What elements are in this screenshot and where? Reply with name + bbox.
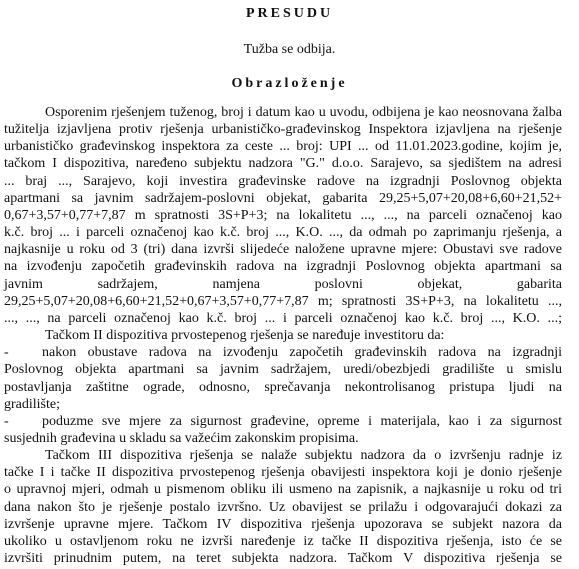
body-line: Tačkom II dispozitiva prvostepenog rješenja se naređuje investitoru da: xyxy=(45,328,445,344)
document-title: PRESUDU xyxy=(245,6,334,21)
body-line: izvršiti prinudnim putem, na teret subjekta nadzora. Tačkom V dispozitiva rješenja se xyxy=(4,551,562,567)
body-line: urbanističko građevinskog inspektora za ceste ... broj: UPI ... od 11.01.2023.godine, kojim je, xyxy=(4,139,562,155)
body-line: apartmani sa javnim sadržajem-poslovni objekat, gabarita 29,25+5,07+20,08+6,60+21,52+ xyxy=(4,190,562,206)
body-line: 0,67+3,57+0,77+7,87 m spratnosti 3S+P+3; na lokalitetu ..., ..., na parceli označenoj kao xyxy=(4,207,562,223)
body-line: ukoliko u ostavljenom roku ne izvrši naređenje iz tačke II dispozitiva rješenja, isto će se xyxy=(4,533,562,549)
bullet-line xyxy=(4,344,562,361)
body-line: najkasnije u roku od 3 (tri) dana izvrši slijedeće naložene upravne mjere: Obustavi sve radove xyxy=(4,242,562,258)
bullet-line xyxy=(4,413,562,430)
body-line: javnim sadržajem, namjena poslovni objekat, gabarita xyxy=(4,276,562,292)
verdict-text: Tužba se odbija. xyxy=(243,42,336,57)
body-line: Poslovnog objekta apartmani sa javnim sadržajem, uredi/obezbjedi gradilište u smislu xyxy=(4,362,562,378)
body-line: tužitelja izjavljena protiv rješenja urbanističko-građevinskog Inspektora izjavljena na rješenje xyxy=(4,122,562,138)
body-line: ... braj ..., Sarajevo, koji investira građevinske radove na izgradnji Poslovnog objekta xyxy=(4,173,562,189)
body-line: dana nakon što je rješenje postalo izvršno. Uz obavijest se prilažu i odgovarajući dokazi za xyxy=(4,499,562,515)
section-heading: Obrazloženje xyxy=(231,76,348,91)
body-line: ..., ..., na parceli označenoj kao k.č. broj ... i parceli označenoj kao k.č. broj ..., K.O. ...; xyxy=(4,310,562,326)
bullet-marker: - xyxy=(4,345,9,361)
body-line: k.č. broj ... i parceli označenoj kao k.č. broj ..., K.O. ..., da odmah po zaprimanju rješenja, a xyxy=(4,225,562,241)
document-body xyxy=(4,104,562,567)
body-line: gradilište; xyxy=(4,396,60,412)
body-line: Tačkom III dispozitiva rješenja se nalaže subjektu nadzora da o izvršenju radnje iz xyxy=(45,448,562,464)
bullet-text: poduzme sve mjere za sigurnost građevine, opreme i materijala, kao i za sigurnost xyxy=(42,413,562,429)
body-line: Osporenim rješenjem tuženog, broj i datum kao u uvodu, odbijena je kao neosnovana žalba xyxy=(45,105,562,120)
body-line: 29,25+5,07+20,08+6,60+21,52+0,67+3,57+0,77+7,87 m; spratnosti 3S+P+3, na lokalitetu ..., xyxy=(4,293,562,309)
body-line: tačkom I dispozitiva, naređeno subjektu nadzora "G." d.o.o. Sarajevo, sa sjedištem na adresi xyxy=(4,156,562,172)
body-line: o upravnoj mjeri, odmah u pismenom obliku ili usmeno na zapisnik, a najkasnije u roku od tri xyxy=(4,482,562,498)
body-line: izvršenje upravne mjere. Tačkom IV dispozitiva rješenja upozorava se subjekt nazora da xyxy=(4,516,562,532)
bullet-marker: - xyxy=(4,413,9,429)
body-line: susjednih građevina u skladu sa važećim zakonskim propisima. xyxy=(4,430,359,446)
body-line: postavljanja zaštitne ograde, odnosno, sprečavanja nekontrolisanog pristupa ljudi na xyxy=(4,379,562,395)
bullet-text: nakon obustave radova na izvođenju započetih građevinskih radova na izgradnji xyxy=(42,345,562,361)
body-line: tačke I i tačke II dispozitiva prvostepenog rješenja obavijesti inspektora koji je donio rješenje xyxy=(4,465,562,481)
body-line: na izvođenju započetih građevinskih radova na izgradnji Poslovnog objekta apartmani sa xyxy=(4,259,562,275)
